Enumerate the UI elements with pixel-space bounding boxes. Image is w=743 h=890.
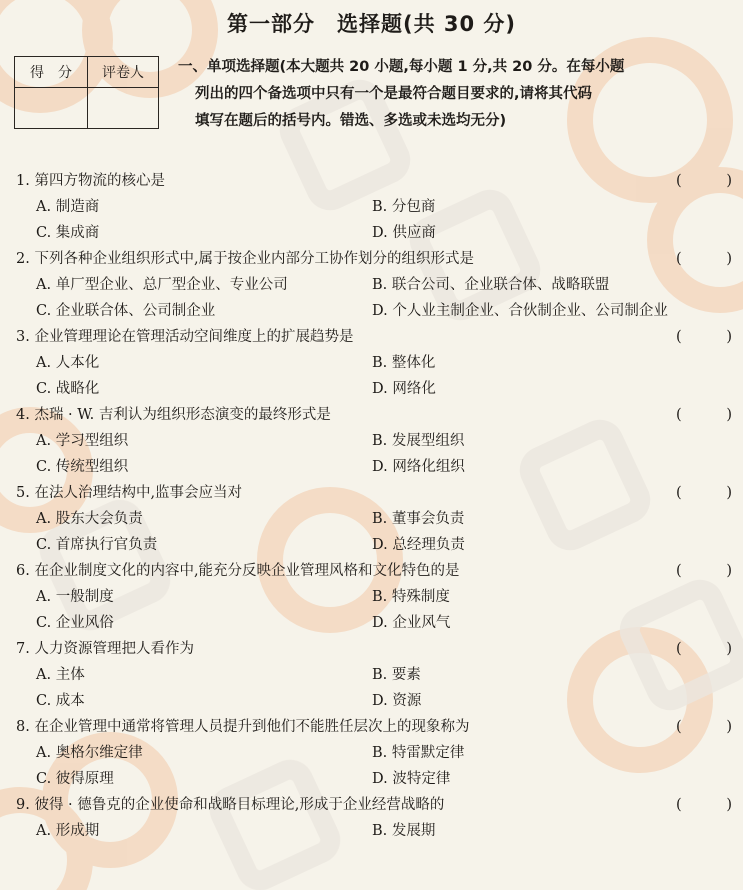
option-a: A. 形成期: [36, 823, 100, 839]
option-a: A. 股东大会负责: [36, 511, 143, 527]
option-d: D. 总经理负责: [372, 537, 465, 553]
question-1: [16, 168, 732, 246]
question-stem: 5. 在法人治理结构中,监事会应当对: [16, 485, 243, 501]
answer-blank[interactable]: ( ): [676, 563, 732, 579]
option-a: A. 单厂型企业、总厂型企业、专业公司: [36, 277, 288, 293]
option-a: A. 奥格尔维定律: [36, 745, 143, 761]
question-5: [16, 480, 732, 558]
question-list: [16, 168, 732, 844]
answer-blank[interactable]: ( ): [676, 641, 732, 657]
option-a: A. 主体: [36, 667, 85, 683]
instruction-line-1: 一、单项选择题(本大题共 20 小题,每小题 1 分,共 20 分。在每小题: [178, 59, 625, 75]
option-d: D. 波特定律: [372, 771, 451, 787]
answer-blank[interactable]: ( ): [676, 719, 732, 735]
option-d: D. 企业风气: [372, 615, 451, 631]
answer-blank[interactable]: ( ): [676, 251, 732, 267]
answer-blank[interactable]: ( ): [676, 407, 732, 423]
option-c: C. 企业联合体、公司制企业: [36, 303, 216, 319]
question-stem: 3. 企业管理理论在管理活动空间维度上的扩展趋势是: [16, 329, 354, 345]
question-stem: 2. 下列各种企业组织形式中,属于按企业内部分工协作划分的组织形式是: [16, 251, 475, 267]
option-b: B. 特殊制度: [372, 589, 450, 605]
question-7: [16, 636, 732, 714]
score-cell: [15, 88, 88, 129]
section-instructions: [178, 54, 718, 135]
question-stem: 6. 在企业制度文化的内容中,能充分反映企业管理风格和文化特色的是: [16, 563, 460, 579]
option-b: B. 整体化: [372, 355, 436, 371]
score-table: [14, 56, 159, 129]
question-4: [16, 402, 732, 480]
question-stem: 9. 彼得 · 德鲁克的企业使命和战略目标理论,形成于企业经营战略的: [16, 797, 445, 813]
option-a: A. 学习型组织: [36, 433, 129, 449]
option-c: C. 首席执行官负责: [36, 537, 158, 553]
answer-blank[interactable]: ( ): [676, 797, 732, 813]
option-a: A. 制造商: [36, 199, 100, 215]
option-b: B. 董事会负责: [372, 511, 465, 527]
question-8: [16, 714, 732, 792]
option-d: D. 资源: [372, 693, 422, 709]
question-9: [16, 792, 732, 844]
option-c: C. 集成商: [36, 225, 100, 241]
option-b: B. 特雷默定律: [372, 745, 465, 761]
answer-blank[interactable]: ( ): [676, 329, 732, 345]
question-stem: 4. 杰瑞 · W. 吉利认为组织形态演变的最终形式是: [16, 407, 331, 423]
option-c: C. 战略化: [36, 381, 100, 397]
option-d: D. 网络化: [372, 381, 436, 397]
option-b: B. 分包商: [372, 199, 436, 215]
option-d: D. 个人业主制企业、合伙制企业、公司制企业: [372, 303, 668, 319]
option-c: C. 企业风俗: [36, 615, 114, 631]
grader-cell: [88, 88, 159, 129]
question-stem: 8. 在企业管理中通常将管理人员提升到他们不能胜任层次上的现象称为: [16, 719, 470, 735]
option-b: B. 联合公司、企业联合体、战略联盟: [372, 277, 610, 293]
option-c: C. 成本: [36, 693, 85, 709]
question-stem: 7. 人力资源管理把人看作为: [16, 641, 194, 657]
option-c: C. 传统型组织: [36, 459, 129, 475]
option-d: D. 供应商: [372, 225, 436, 241]
grader-label: 评卷人: [88, 57, 159, 88]
question-6: [16, 558, 732, 636]
option-c: C. 彼得原理: [36, 771, 114, 787]
instruction-line-3: 填写在题后的括号内。错选、多选或未选均无分): [195, 113, 507, 129]
option-a: A. 一般制度: [36, 589, 114, 605]
question-3: [16, 324, 732, 402]
page-title: 第一部分 选择题(共 30 分): [226, 12, 517, 36]
option-d: D. 网络化组织: [372, 459, 465, 475]
option-b: B. 发展型组织: [372, 433, 465, 449]
instruction-line-2: 列出的四个备选项中只有一个是最符合题目要求的,请将其代码: [195, 86, 593, 102]
option-b: B. 发展期: [372, 823, 436, 839]
question-stem: 1. 第四方物流的核心是: [16, 173, 165, 189]
question-2: [16, 246, 732, 324]
score-label: 得 分: [15, 57, 88, 88]
option-b: B. 要素: [372, 667, 421, 683]
option-a: A. 人本化: [36, 355, 100, 371]
answer-blank[interactable]: ( ): [676, 485, 732, 501]
answer-blank[interactable]: ( ): [676, 173, 732, 189]
